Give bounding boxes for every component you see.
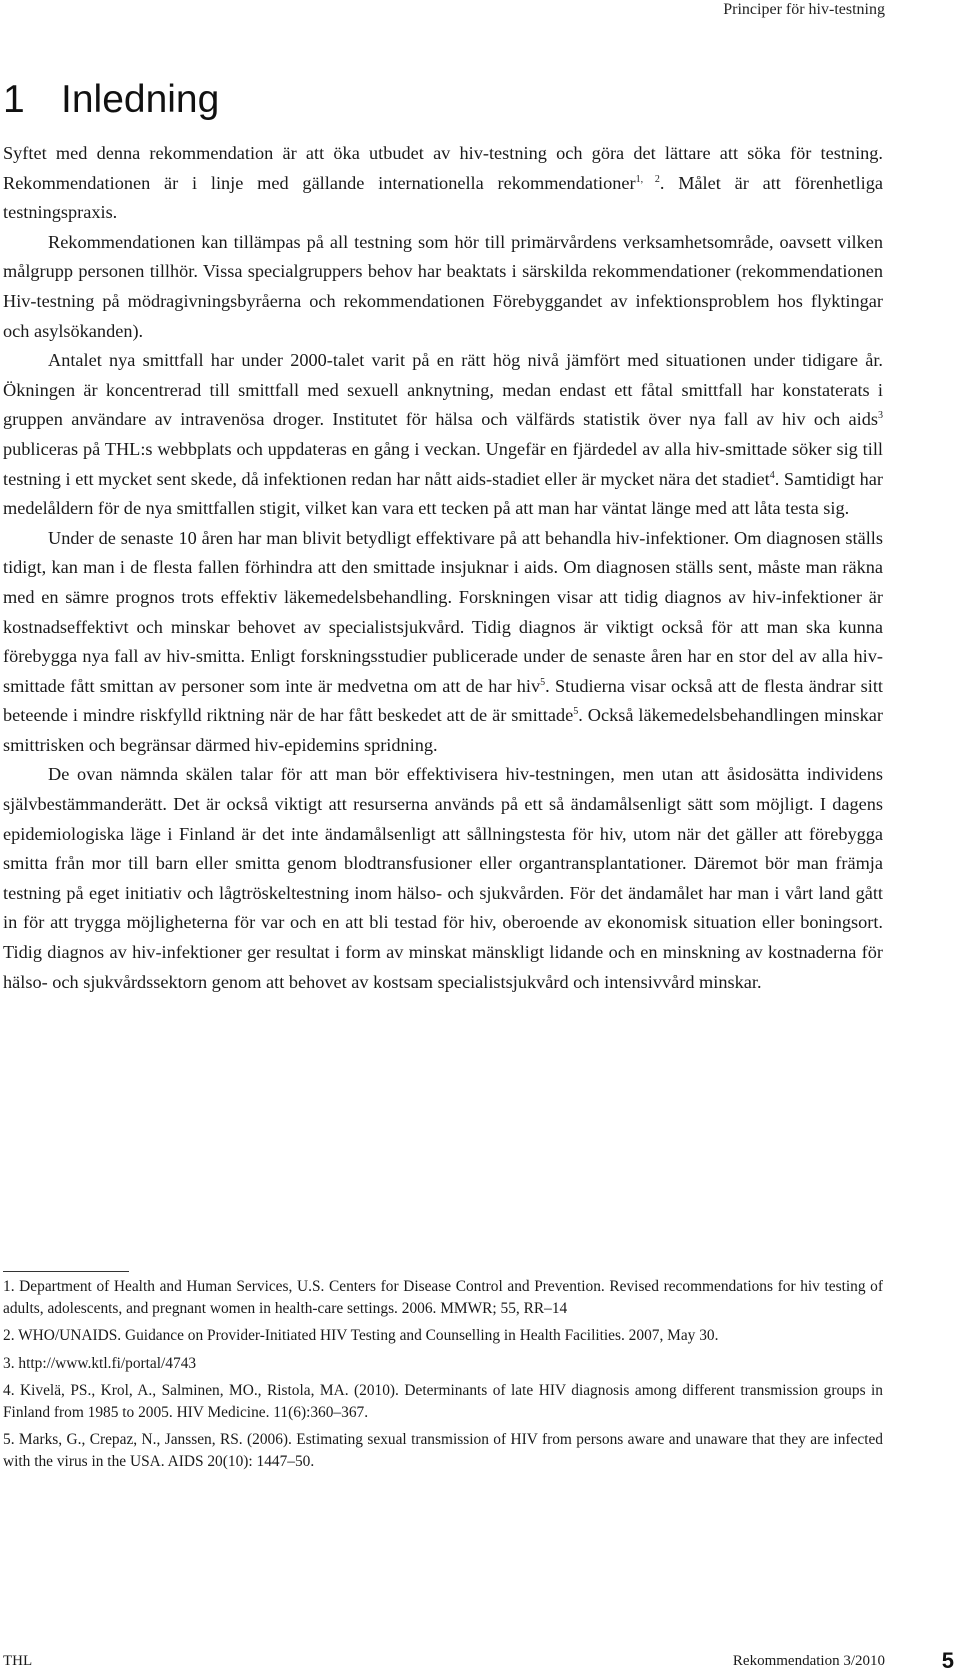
footnote-ref: 3 [878, 410, 883, 422]
footnote: 2. WHO/UNAIDS. Guidance on Provider-Initiated HIV Testing and Counselling in Health Facilities. 2007, May 30. [3, 1327, 719, 1344]
paragraph-4-text: Under de senaste 10 åren har man blivit betydligt effektivare på att behandla hiv-infektioner. Om diagnosen ställs tidigt, kan man i de flesta fallen förhindra att den smittade insjuknar i aids. Om diagnosen ställs sent, måste man räkna med en sämre prognos trots effektiv läkemedelsbehandling. Forskningen visar att tidig diagnos av hiv-infektioner är kostnadseffektivt och minskar behovet av specialistsjukvård. Tidig diagnos är viktigt också för att man ska kunna förebygga nya fall av hiv-smitta. Enligt forskningsstudier publicerade under de senaste åren har en stor del av alla hiv-smittade fått smittan av personer som inte är medvetna om att de har hiv [3, 527, 883, 696]
footnote: 3. http://www.ktl.fi/portal/4743 [3, 1354, 197, 1372]
body-text [3, 139, 883, 997]
footnote-divider [3, 1271, 129, 1272]
chapter-number: 1 [3, 78, 25, 121]
paragraph-4-text-end: . Också läkemedelsbehandlingen minskar smittrisken och begränsar därmed hiv-epidemins spridning. [3, 705, 884, 755]
footnote: 5. Marks, G., Crepaz, N., Janssen, RS. (2006). Estimating sexual transmission of HIV from persons aware and unaware that they are infected with the virus in the USA. AIDS 20(10): 1447–50. [3, 1431, 883, 1470]
footnote-ref: 1, 2 [635, 173, 660, 185]
footnote: 4. Kivelä, PS., Krol, A., Salminen, MO., Ristola, MA. (2010). Determinants of late HIV diagnosis among different transmission groups in Finland from 1985 to 2005. HIV Medicine. 11(6):360–367. [3, 1382, 883, 1421]
footnote-ref: 4 [769, 469, 775, 481]
paragraph-5: De ovan nämnda skälen talar för att man bör effektivisera hiv-testningen, men utan att åsidosätta individens självbestämmanderätt. Det är också viktigt att resurserna används på ett så ändamålsenligt sätt som möjligt. I dagens epidemiologiska läge i Finland är det inte ändamålsenligt att sållningstesta för hiv, utom när det gäller att förebygga smitta från mor till barn eller smitta genom blodtransfusioner eller organtransplantationer. Däremot bör man främja testning på eget initiativ och lågtröskeltestning inom hälso- och sjukvården. För det ändamålet har man i vårt land gått in för att trygga möjligheterna för var och en att bli testad för hiv, oberoende av ekonomisk situation eller boningsort. Tidig diagnos av hiv-infektioner ger resultat i form av minskat mänskligt lidande och en minskning av kostnaderna för hälso- och sjukvårdssektorn genom att behovet av kostsam specialistsjukvård och intensivvård minskar. [3, 764, 883, 992]
running-header: Principer för hiv-testning [723, 1, 885, 18]
paragraph-1-text-end: . Målet är att förenhetliga testningspraxis. [3, 172, 883, 223]
footer-series: Rekommendation 3/2010 [732, 1653, 885, 1669]
page-number: 5 [941, 1648, 954, 1673]
paragraph-1-text: Syftet med denna rekommendation är att öka utbudet av hiv-testning och göra det lättare att söka för testning. Rekommendationen är i linje med gällande internationella rekommendationer [3, 143, 883, 193]
footnote: 1. Department of Health and Human Services, U.S. Centers for Disease Control and Prevention. Revised recommendations for hiv testing of adults, adolescents, and pregnant women in health-care settings. 2006. MMWR; 55, RR–14 [3, 1278, 883, 1317]
footer-publisher: THL [3, 1653, 33, 1669]
paragraph-3 [3, 346, 883, 524]
paragraph-4-text-mid: . Studierna visar också att de flesta ändrar sitt beteende i mindre riskfylld riktning när de har fått beskedet att de är smittade [3, 675, 883, 726]
paragraph-3-text: Antalet nya smittfall har under 2000-talet varit på en rätt hög nivå jämfört med situationen under tidigare år. Ökningen är koncentrerad till smittfall med sexuell anknytning, medan endast ett fåtal smittfall har konstaterats i gruppen användare av intravenösa droger. Institutet för hälsa och välfärds statistik över nya fall av hiv och aids [3, 350, 883, 430]
footnotes [3, 1276, 883, 1478]
chapter-heading [3, 77, 219, 123]
paragraph-3-text-end: . Samtidigt har medelåldern för de nya smittfallen stigit, vilket kan vara ett tecken på att man har väntat länge med att låta testa sig. [3, 468, 883, 519]
footnote-ref: 5 [573, 706, 579, 718]
footnote-ref: 5 [540, 676, 546, 688]
paragraph-2: Rekommendationen kan tillämpas på all testning som hör till primärvårdens verksamhetsområde, oavsett vilken målgrupp personen tillhör. Vissa specialgruppers behov har beaktats i särskilda rekommendationer (rekommendationen Hiv-testning på mödragivningsbyråerna och rekommendationen Förebyggandet av infektionsproblem hos flyktingar och asylsökanden). [3, 231, 883, 341]
paragraph-4 [3, 524, 883, 761]
paragraph-1 [3, 139, 883, 228]
chapter-title: Inledning [61, 78, 220, 121]
paragraph-3-text-mid: publiceras på THL:s webbplats och uppdateras en gång i veckan. Ungefär en fjärdedel av alla hiv-smittade söker sig till testning i ett mycket sent skede, då infektionen redan har nått aids-stadiet eller är mycket nära det stadiet [3, 438, 883, 489]
